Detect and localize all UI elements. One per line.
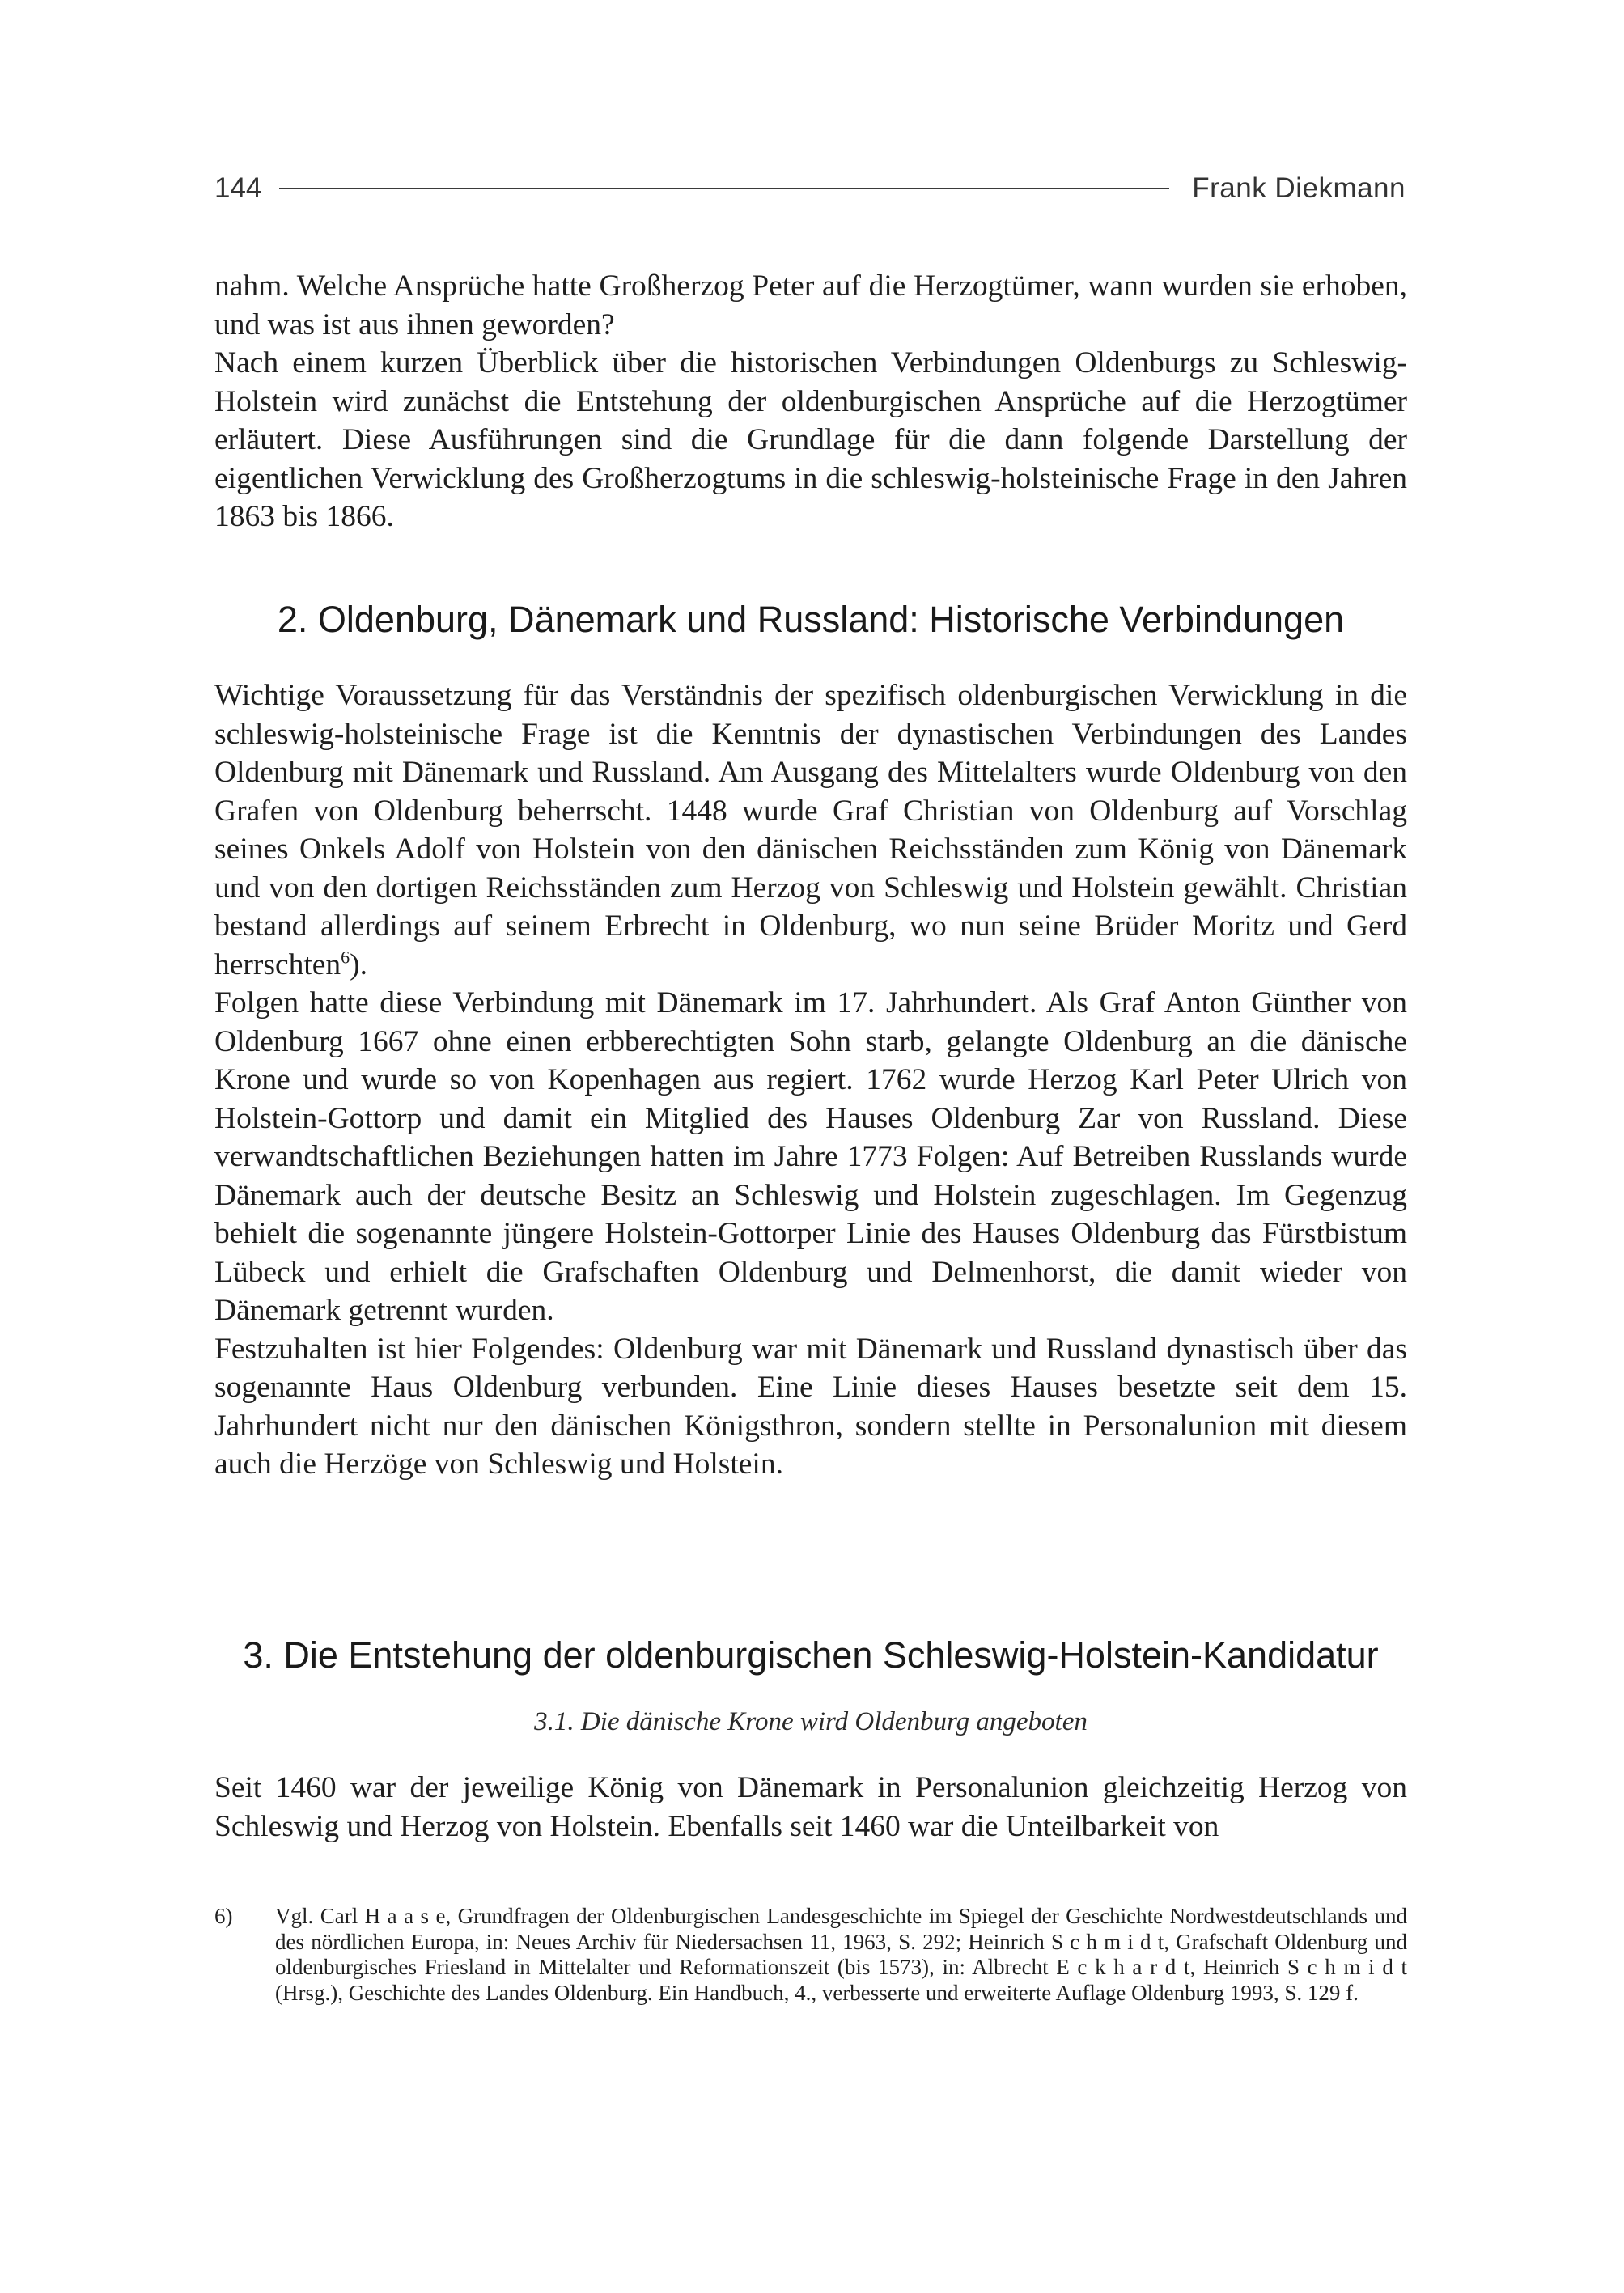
section-3-heading: 3. Die Entstehung der oldenburgischen Schleswig-Holstein-Kandidatur (243, 1634, 1379, 1676)
intro-text (214, 267, 1407, 536)
section-2-text (214, 676, 1407, 1484)
footnote-reference: 6 (341, 947, 350, 967)
running-header (214, 168, 1406, 209)
intro-paragraph-2: Nach einem kurzen Überblick über die historischen Verbindungen Oldenburgs zu Schleswig-Holstein wird zunächst die Entstehung der oldenburgischen Ansprüche auf die Herzogtümer erläutert. Diese Ausführungen sind die Grundlage für die dann folgende Darstellung der eigentlichen Verwicklung des Großherzogtums in die schleswig-holsteinische Frage in den Jahren 1863 bis 1866. (214, 346, 1407, 533)
page-number: 144 (214, 172, 262, 204)
section-2-paragraph-2: Folgen hatte diese Verbindung mit Dänemark im 17. Jahrhundert. Als Graf Anton Günther von Oldenburg 1667 ohne einen erbberechtigten Sohn starb, gelangte Oldenburg an die dänische Krone und wurde so von Kopenhagen aus regiert. 1762 wurde Herzog Karl Peter Ulrich von Holstein-Gottorp und damit ein Mitglied des Hauses Oldenburg Zar von Russland. Diese verwandtschaftlichen Beziehungen hatten im Jahre 1773 Folgen: Auf Betreiben Russlands wurde Dänemark auch der deutsche Besitz an Schleswig und Holstein zugeschlagen. Im Gegenzug behielt die sogenannte jüngere Holstein-Gottorper Linie des Hauses Oldenburg das Fürstbistum Lübeck und erhielt die Grafschaften Oldenburg und Delmenhorst, die damit wieder von Dänemark getrennt wurden. (214, 986, 1407, 1327)
section-3-paragraph-1: Seit 1460 war der jeweilige König von Dänemark in Personalunion gleichzeitig Herzog von Schleswig und Herzog von Holstein. Ebenfalls seit 1460 war die Unteilbarkeit von (214, 1771, 1407, 1843)
section-2-paragraph-1-text: Wichtige Voraussetzung für das Verständnis der spezifisch oldenburgischen Verwicklung in die schleswig-holsteinische Frage ist die Kenntnis der dynastischen Verbindungen des Landes Oldenburg mit Dänemark und Russland. Am Ausgang des Mittelalters wurde Oldenburg von den Grafen von Oldenburg beherrscht. 1448 wurde Graf Christian von Oldenburg auf Vorschlag seines Onkels Adolf von Holstein von den dänischen Reichsständen zum König von Dänemark und von den dortigen Reichsständen zum Herzog von Schleswig und Holstein gewählt. Christian bestand allerdings auf seinem Erbrecht in Oldenburg, wo nun seine Brüder Moritz und Gerd herrschten (214, 679, 1407, 981)
intro-paragraph-1: nahm. Welche Ansprüche hatte Großherzog Peter auf die Herzogtümer, wann wurden sie erhoben, und was ist aus ihnen geworden? (214, 269, 1407, 341)
header-rule (279, 188, 1169, 189)
section-3-text (214, 1769, 1407, 1846)
section-2-paragraph-3: Festzuhalten ist hier Folgendes: Oldenburg war mit Dänemark und Russland dynastisch über das sogenannte Haus Oldenburg verbunden. Eine Linie dieses Hauses besetzte seit dem 15. Jahrhundert nicht nur den dänischen Königsthron, sondern stellte in Personalunion mit diesem auch die Herzöge von Schleswig und Holstein. (214, 1332, 1407, 1481)
footnote-text: Vgl. Carl H a a s e, Grundfragen der Oldenburgischen Landesgeschichte im Spiegel der Geschichte Nordwestdeutschlands und des nördlichen Europa, in: Neues Archiv für Niedersachsen 11, 1963, S. 292; Heinrich S c h m i d t, Grafschaft Oldenburg und oldenburgisches Friesland in Mittelalter und Reformationszeit (bis 1573), in: Albrecht E c k h a r d t, Heinrich S c h m i d t (Hrsg.), Geschichte des Landes Oldenburg. Ein Handbuch, 4., verbesserte und erweiterte Auflage Oldenburg 1993, S. 129 f. (275, 1904, 1407, 2005)
footnote-mark: 6) (214, 1904, 233, 1928)
section-2-heading: 2. Oldenburg, Dänemark und Russland: Historische Verbindungen (277, 599, 1345, 640)
running-author: Frank Diekmann (1192, 172, 1406, 204)
section-3-1-subheading: 3.1. Die dänische Krone wird Oldenburg angeboten (534, 1707, 1088, 1736)
footnote-6 (214, 1904, 1407, 2006)
section-2-paragraph-1-end: ). (350, 947, 368, 981)
section-2-paragraph-1 (214, 676, 1407, 984)
